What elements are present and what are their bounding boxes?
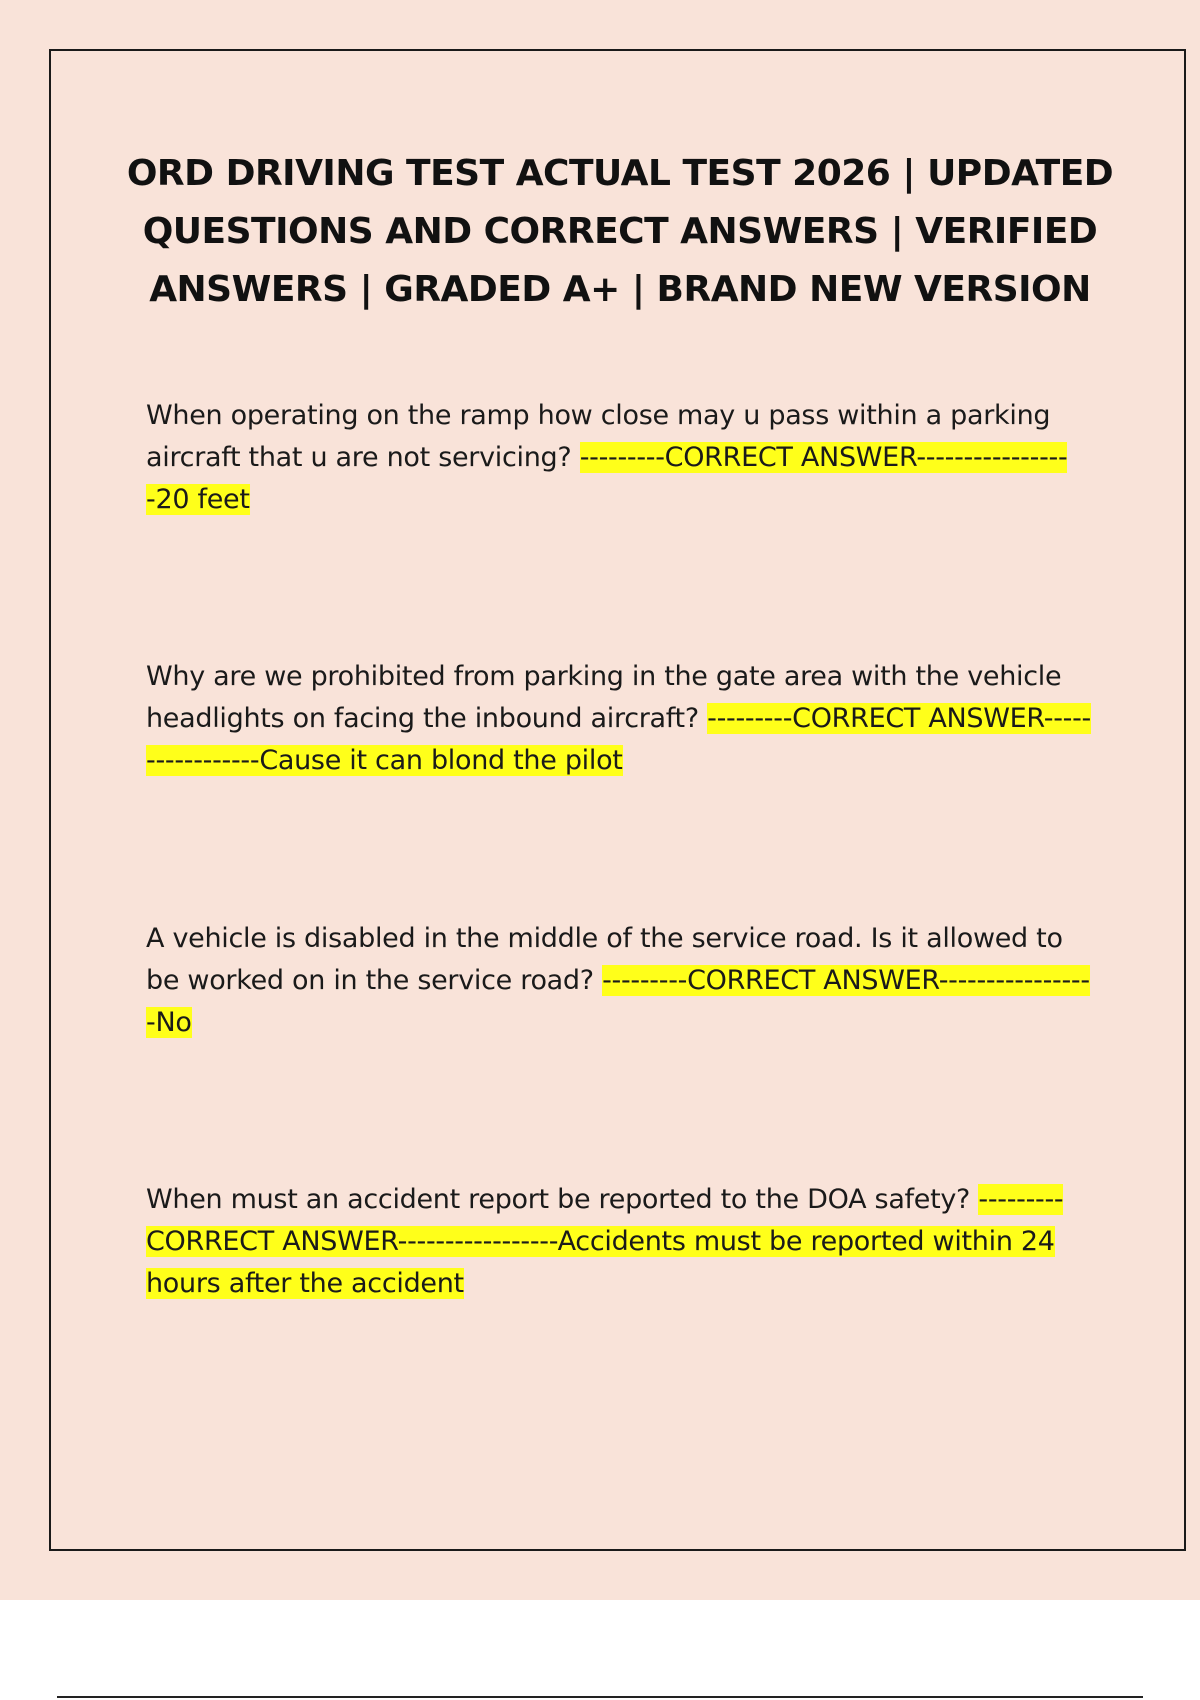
answer-separator: ---------CORRECT ANSWER----------------- [146,442,1068,515]
document-title: ORD DRIVING TEST ACTUAL TEST 2026 | UPDATED QUESTIONS AND CORRECT ANSWERS | VERIFIED ANSWERS | GRADED A+ | BRAND NEW VERSION [126,153,1114,310]
qa-item [146,395,1096,521]
qa-item [146,918,1096,1044]
answer-separator: ---------CORRECT ANSWER----------------- [146,965,1090,1038]
question-text: When must an accident report be reported to the DOA safety? [146,1184,971,1215]
qa-item [146,1179,1096,1305]
qa-item [146,656,1096,782]
question-text: When operating on the ramp how close may u pass within a parking aircraft that u are not servicing? [146,400,1051,473]
answer-text: Cause it can blond the pilot [259,745,623,776]
answer-text: Accidents must be reported within 24 hours after the accident [146,1226,1055,1299]
answer-text: No [155,1007,192,1038]
answer-text: 20 feet [155,484,250,515]
question-text: A vehicle is disabled in the middle of the service road. Is it allowed to be worked on in the service road? [146,923,1063,996]
answer-separator: ---------CORRECT ANSWER----------------- [146,1184,1064,1257]
answer-separator: ---------CORRECT ANSWER----------------- [146,703,1091,776]
next-page-rule [57,1696,1143,1698]
question-text: Why are we prohibited from parking in the gate area with the vehicle headlights on facing the inbound aircraft? [146,661,1062,734]
